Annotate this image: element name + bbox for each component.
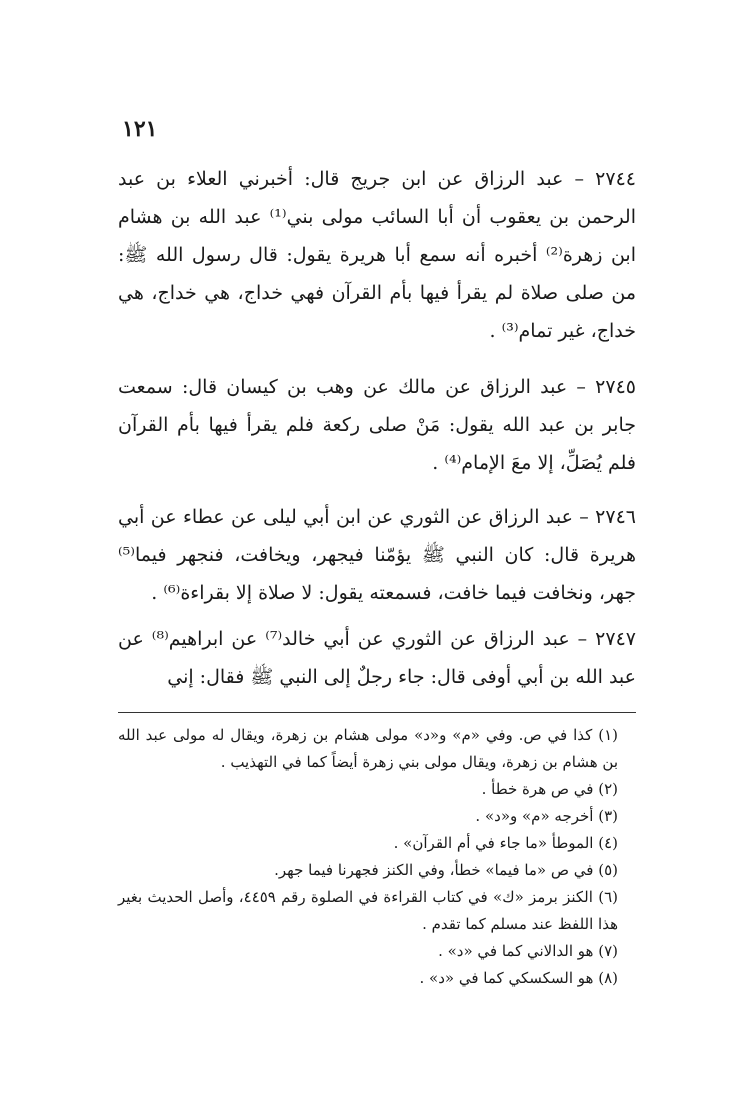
footnote-6: (٦) الكنز برمز «ك» في كتاب القراءة في الصلوة رقم ٤٤٥٩، وأصل الحديث بغير هذا اللفظ عند مسلم كما تقدم .: [118, 888, 618, 933]
footnote-2: (٢) في ص هرة خطأ .: [481, 780, 618, 798]
footnote-3: (٣) أخرجه «م» و«د» .: [475, 807, 618, 825]
footnote-8: (٨) هو السكسكي كما في «د» .: [419, 969, 618, 987]
page-number: ١٢١: [122, 116, 158, 142]
footnotes: [118, 722, 636, 992]
footnote-1: (١) كذا في ص. وفي «م» و«د» مولى هشام بن زهرة، ويقال له مولى عبد الله بن هشام بن زهرة، ويقال مولى بني زهرة أيضاً كما في التهذيب .: [118, 726, 618, 771]
hadith-2744: ٢٧٤٤ – عبد الرزاق عن ابن جريج قال: أخبرني العلاء بن عبد الرحمن بن يعقوب أن أبا السائب مولى بني⁽¹⁾ عبد الله بن هشام ابن زهرة⁽²⁾ أخبره أنه سمع أبا هريرة يقول: قال رسول الله ﷺ: من صلى صلاة لم يقرأ فيها بأم القرآن فهي خداج، هي خداج، هي خداج، غير تمام⁽³⁾ .: [118, 168, 636, 342]
footnote-7: (٧) هو الدالاني كما في «د» .: [438, 942, 618, 960]
footnote-divider: [118, 712, 636, 713]
footnote-5: (٥) في ص «ما فيما» خطأ، وفي الكنز فجهرنا فيما جهر.: [274, 861, 618, 879]
hadith-2746: ٢٧٤٦ – عبد الرزاق عن الثوري عن ابن أبي ليلى عن عطاء عن أبي هريرة قال: كان النبي ﷺ يؤمّنا فيجهر، ويخافت، فنجهر فيما⁽⁵⁾ جهر، ونخافت فيما خافت، فسمعته يقول: لا صلاة إلا بقراءة⁽⁶⁾ .: [118, 506, 636, 604]
hadith-2747: ٢٧٤٧ – عبد الرزاق عن الثوري عن أبي خالد⁽⁷⁾ عن ابراهيم⁽⁸⁾ عن عبد الله بن أبي أوفى قال: جاء رجلٌ إلى النبي ﷺ فقال: إني: [118, 628, 636, 688]
hadith-2745: ٢٧٤٥ – عبد الرزاق عن مالك عن وهب بن كيسان قال: سمعت جابر بن عبد الله يقول: مَنْ صلى ركعة فلم يقرأ فيها بأم القرآن فلم يُصَلِّ، إلا معَ الإمام⁽⁴⁾ .: [118, 376, 636, 474]
footnote-4: (٤) الموطأ «ما جاء في أم القرآن» .: [393, 834, 618, 852]
